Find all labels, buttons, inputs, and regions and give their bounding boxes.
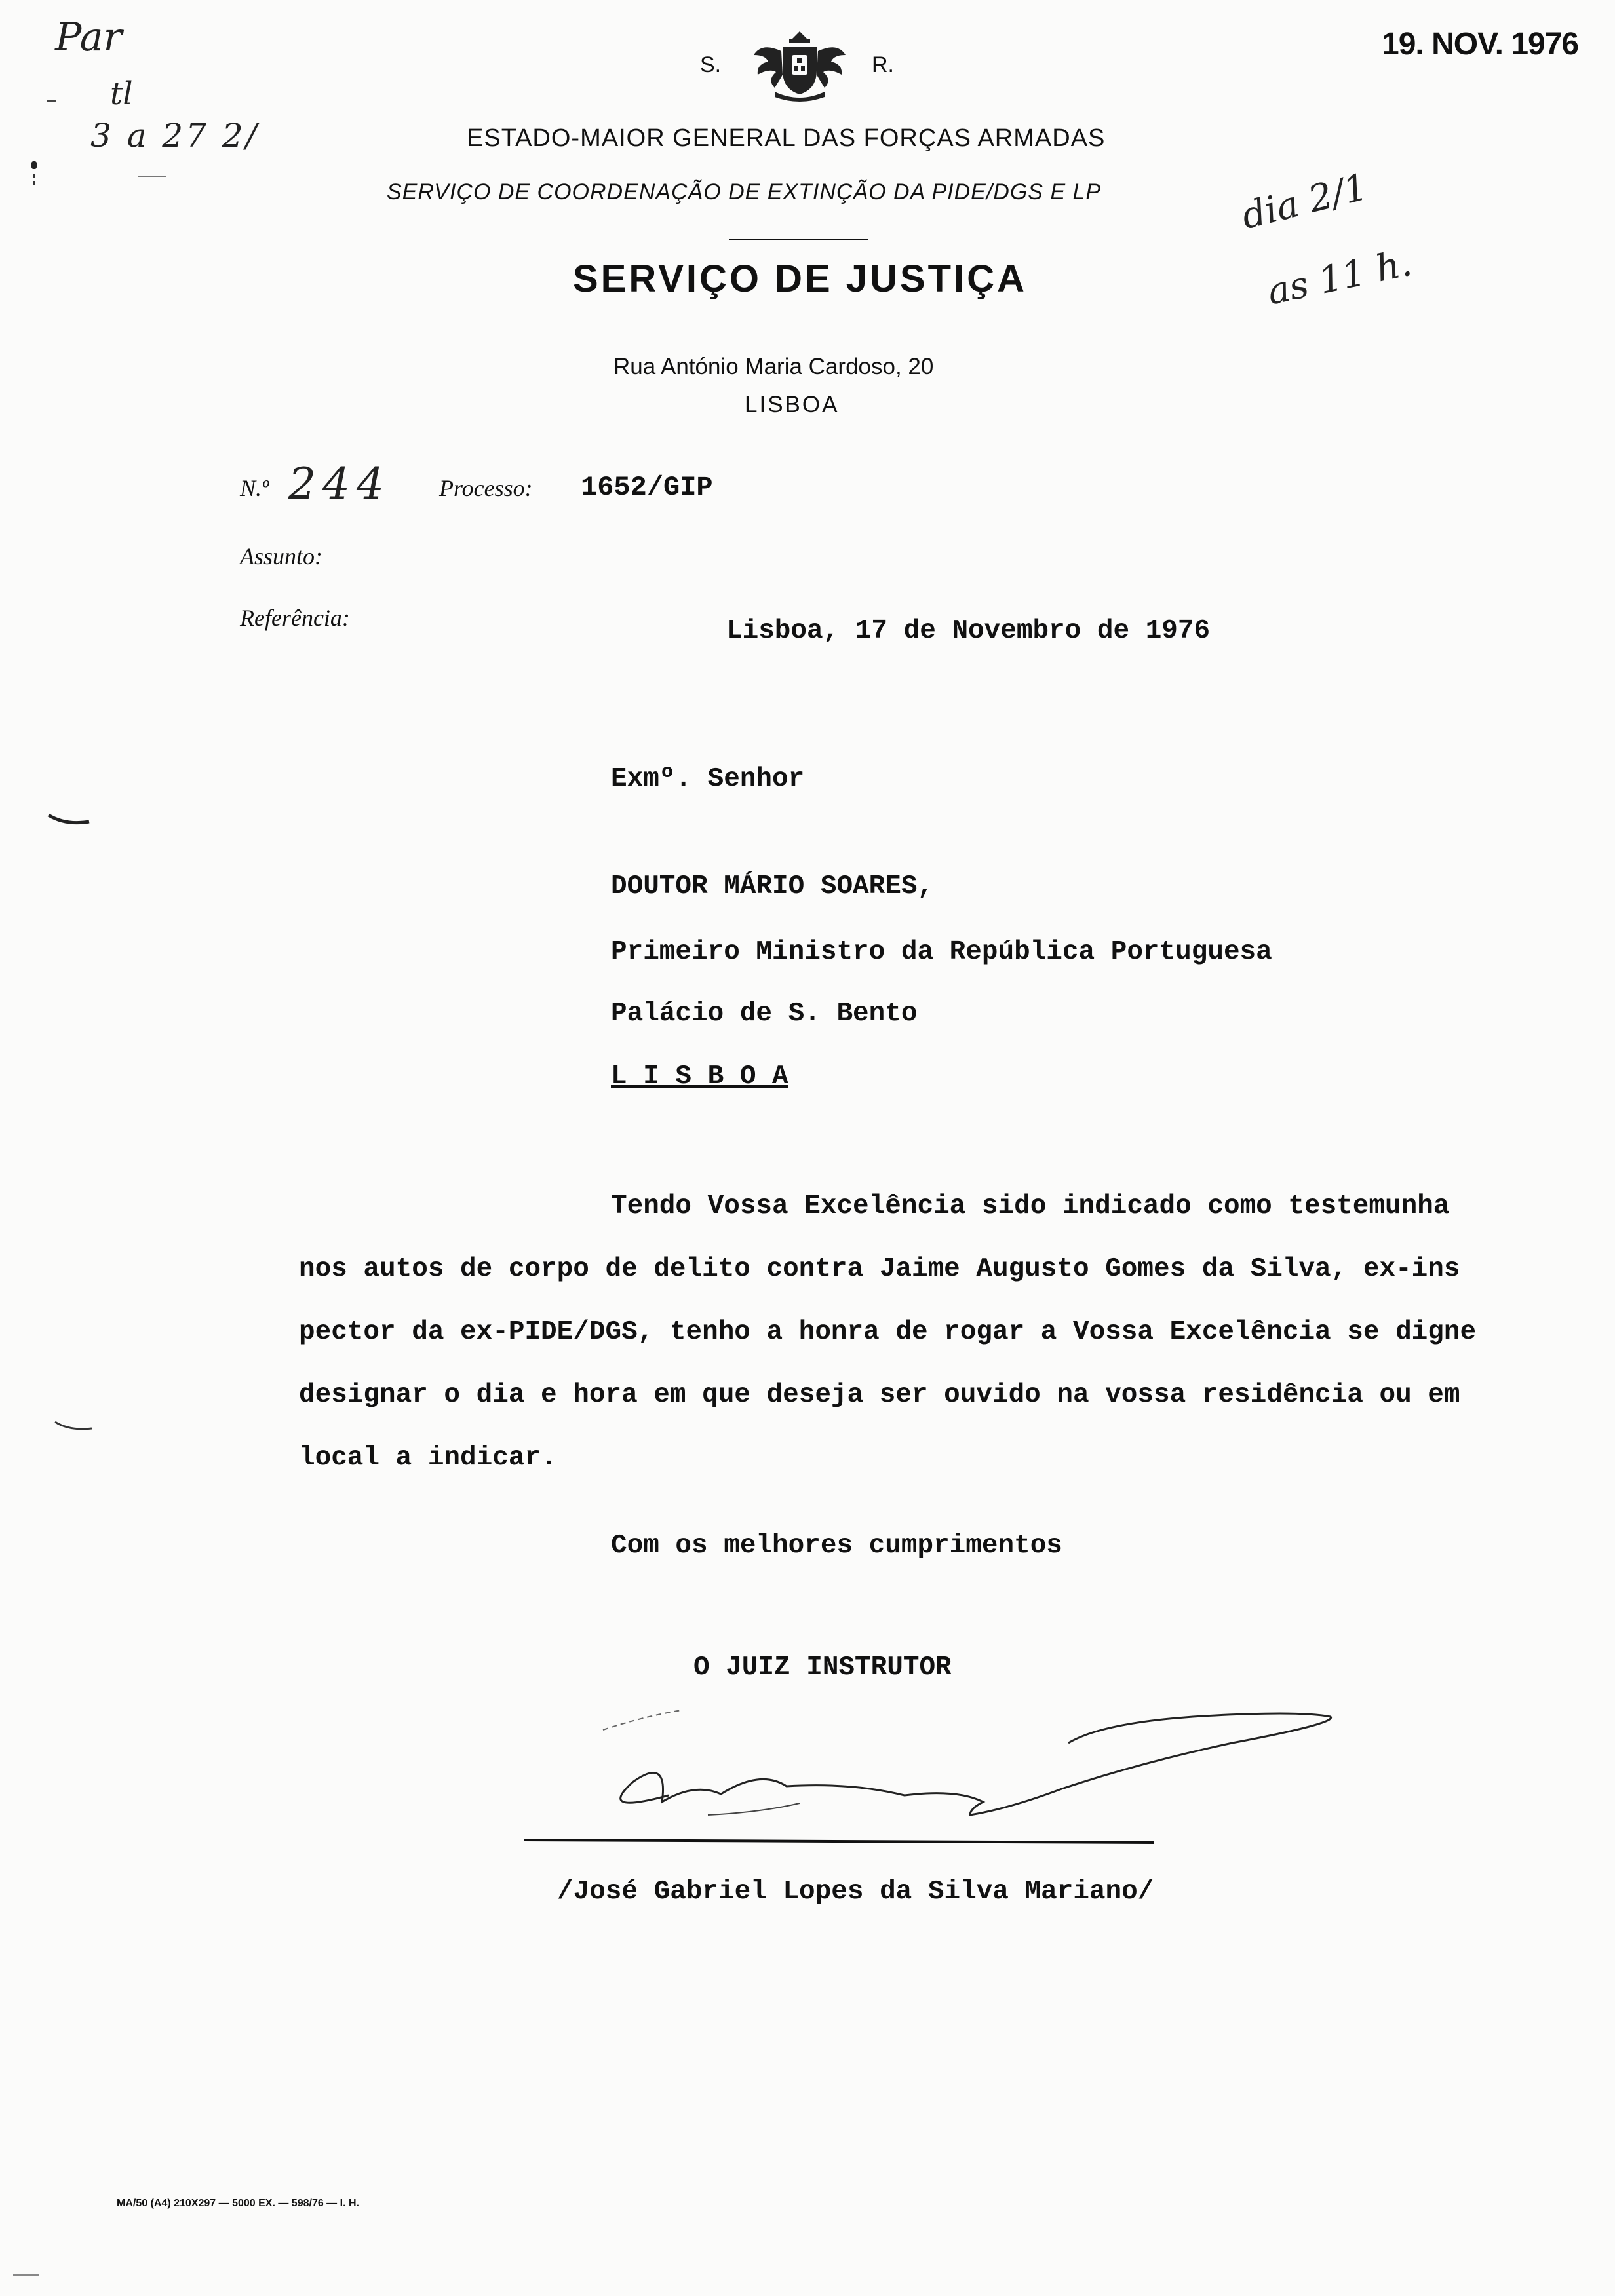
recipient-title: Primeiro Ministro da República Portuguesa xyxy=(611,937,1272,967)
handwritten-appointment-day: dia 2/1 xyxy=(1237,165,1372,239)
bottom-edge-mark xyxy=(13,2274,39,2276)
subunit-name: SERVIÇO DE COORDENAÇÃO DE EXTINÇÃO DA PIDE/DGS E LP xyxy=(387,180,1102,204)
margin-note-1: Par xyxy=(55,14,123,60)
form-code: MA/50 (A4) 210X297 — 5000 EX. — 598/76 — I. H. xyxy=(117,2198,359,2209)
signatory-name: /José Gabriel Lopes da Silva Mariano/ xyxy=(557,1877,1154,1907)
margin-underline xyxy=(138,176,166,177)
recipient-name: DOUTOR MÁRIO SOARES, xyxy=(611,871,934,902)
received-date-stamp: 19. NOV. 1976 xyxy=(1382,27,1579,62)
handwritten-appointment-time: as 11 h. xyxy=(1264,241,1416,314)
handwritten-signature xyxy=(511,1697,1363,1867)
body-line-2: nos autos de corpo de delito contra Jaime Augusto Gomes da Silva, ex-ins xyxy=(299,1254,1460,1284)
body-line-5: local a indicar. xyxy=(299,1443,557,1473)
closing-phrase: Com os melhores cumprimentos xyxy=(611,1531,1062,1561)
address-city: LISBOA xyxy=(745,392,840,417)
salutation: Exmº. Senhor xyxy=(611,764,805,794)
body-line-3: pector da ex-PIDE/DGS, tenho a honra de rogar a Vossa Excelência se digne xyxy=(299,1317,1477,1347)
letterhead-r: R. xyxy=(872,52,894,77)
margin-note-3: 3 a 27 2/ xyxy=(90,117,260,155)
margin-dash xyxy=(47,100,56,102)
body-line-4: designar o dia e hora em que deseja ser ouvido na vossa residência ou em xyxy=(299,1380,1460,1410)
number-label: N.º xyxy=(240,475,269,501)
body-line-1: Tendo Vossa Excelência sido indicado como testemunha xyxy=(611,1191,1450,1221)
address-line: Rua António Maria Cardoso, 20 xyxy=(613,354,934,379)
hole-punch-mark xyxy=(31,161,37,198)
coat-of-arms-icon xyxy=(749,29,851,102)
margin-curl-mark xyxy=(46,813,94,827)
process-value: 1652/GIP xyxy=(581,472,713,503)
service-title: SERVIÇO DE JUSTIÇA xyxy=(573,258,1027,300)
header-divider xyxy=(729,239,868,240)
margin-note-2: tl xyxy=(110,75,133,112)
date-line: Lisboa, 17 de Novembro de 1976 xyxy=(726,616,1211,646)
reference-label: Referência: xyxy=(240,605,350,631)
signature-role: O JUIZ INSTRUTOR xyxy=(693,1653,952,1683)
letterhead-s: S. xyxy=(700,52,722,77)
number-value: 244 xyxy=(288,459,391,509)
recipient-place: Palácio de S. Bento xyxy=(611,999,918,1029)
subject-label: Assunto: xyxy=(240,543,322,569)
margin-curl-mark-2 xyxy=(52,1419,94,1434)
recipient-city: L I S B O A xyxy=(611,1062,788,1092)
organization-name: ESTADO-MAIOR GENERAL DAS FORÇAS ARMADAS xyxy=(467,124,1106,152)
process-label: Processo: xyxy=(439,475,533,501)
